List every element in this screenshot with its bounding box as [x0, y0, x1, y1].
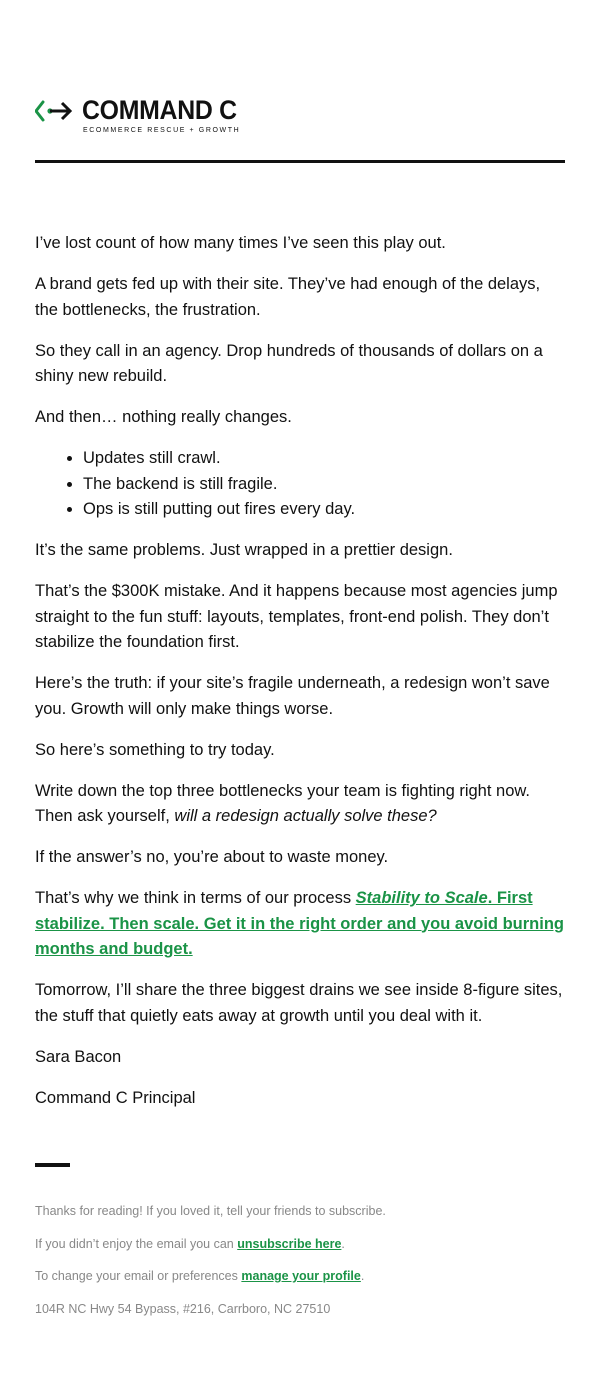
unsubscribe-suffix: .: [341, 1236, 345, 1251]
brand-name: COMMAND C: [82, 95, 237, 125]
body-paragraph: So they call in an agency. Drop hundreds of thousands of dollars on a shiny new rebuild.: [35, 341, 543, 385]
unsubscribe-prefix: If you didn’t enjoy the email you can: [35, 1236, 238, 1251]
process-link-rest: . First stabilize. Then scale. Get it in the right order and you avoid burning months and budget.: [35, 889, 564, 958]
question-paragraph: [35, 779, 565, 830]
code-arrow-icon: [35, 100, 73, 122]
header-divider: [35, 160, 565, 163]
process-link-italic: Stability to Scale: [355, 889, 488, 907]
manage-profile-link[interactable]: manage your profile: [241, 1269, 361, 1283]
question-intro: Write down the top three bottlenecks your team is fighting right now. Then ask yourself,: [35, 781, 530, 825]
manage-prefix: To change your email or preferences: [35, 1269, 242, 1283]
body-paragraph: Tomorrow, I’ll share the three biggest drains we see inside 8-figure sites, the stuff that quietly eats away at growth until you deal with it.: [35, 981, 563, 1025]
email-footer: [35, 1201, 565, 1331]
body-paragraph: Here’s the truth: if your site’s fragile underneath, a redesign won’t save you. Growth will only make things worse.: [35, 674, 550, 718]
process-paragraph: [35, 886, 565, 963]
body-paragraph: A brand gets fed up with their site. They’ve had enough of the delays, the bottlenecks, the frustration.: [35, 275, 541, 319]
question-italic: will a redesign actually solve these?: [174, 807, 437, 825]
body-paragraph: That’s the $300K mistake. And it happens because most agencies jump straight to the fun stuff: layouts, templates, front-end polish. They don’t stabilize the foundation first.: [35, 582, 558, 651]
signature-title: Command C Principal: [35, 1088, 196, 1107]
body-paragraph: And then… nothing really changes.: [35, 408, 292, 426]
footer-address: 104R NC Hwy 54 Bypass, #216, Carrboro, NC 27510: [35, 1301, 331, 1316]
signature-name: Sara Bacon: [35, 1047, 122, 1066]
body-paragraph: If the answer’s no, you’re about to waste money.: [35, 848, 389, 866]
body-paragraph: I’ve lost count of how many times I’ve seen this play out.: [35, 234, 446, 252]
footer-manage: [35, 1266, 565, 1286]
list-item: • The backend is still fragile.: [83, 472, 565, 498]
list-item: • Updates still crawl.: [83, 446, 565, 472]
manage-suffix: .: [360, 1269, 365, 1283]
footer-thanks: Thanks for reading! If you loved it, tell your friends to subscribe.: [35, 1204, 386, 1218]
problem-list: [35, 446, 565, 523]
body-paragraph: It’s the same problems. Just wrapped in a prettier design.: [35, 541, 453, 559]
unsubscribe-link[interactable]: unsubscribe here: [237, 1236, 342, 1251]
list-item: • Ops is still putting out fires every day.: [83, 497, 565, 523]
brand-tagline: ECOMMERCE RESCUE + GROWTH: [83, 127, 241, 134]
footer-divider: [35, 1163, 70, 1167]
footer-unsubscribe: [35, 1234, 565, 1254]
email-body: [35, 231, 565, 1127]
process-intro: That’s why we think in terms of our process: [35, 889, 356, 907]
body-paragraph: So here’s something to try today.: [35, 740, 275, 759]
brand-logo[interactable]: [35, 96, 295, 138]
